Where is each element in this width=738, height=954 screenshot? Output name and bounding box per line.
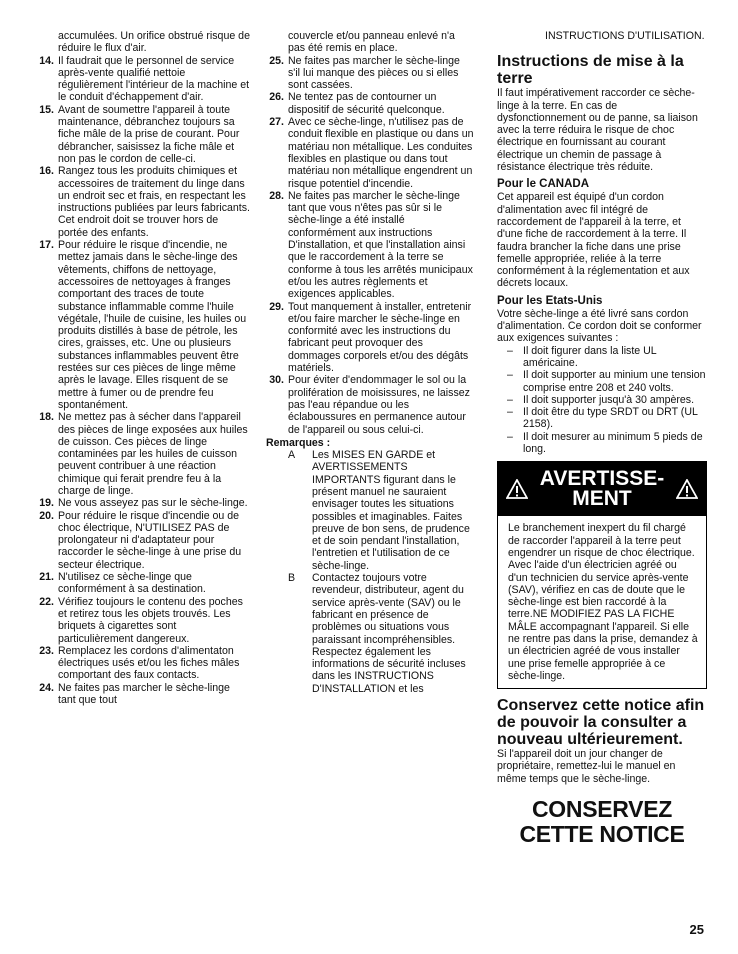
remark-letter: B [288,572,296,585]
item-text: Avant de soumettre l'appareil à toute maintenance, débranchez toujours sa fiche mâle de la prise de courant. Pour débrancher, saisissez la fiche mâle et non pas le cordon de celle-ci. [58,103,240,165]
item-text: Ne mettez pas à sécher dans l'appareil des pièces de linge exposées aux huiles de cuisson. Ces pièces de linge contaminées par les huiles de cuisson peuvent contribuer à une réaction chimique qui ferait prendre feu à la charge de linge. [58,411,248,497]
item-text: Ne vous asseyez pas sur le sèche-linge. [58,497,248,510]
dash-bullet: – [507,344,513,357]
list-item [36,239,250,411]
column-right [497,30,707,847]
remark-item [288,572,474,695]
grounding-heading: Instructions de mise à la terre [497,53,684,88]
list-item [266,190,474,301]
page-number: 25 [689,922,704,937]
list-item [36,104,250,165]
dash-bullet: – [507,393,513,406]
list-item [266,116,474,190]
requirement-item [497,369,707,394]
us-heading: Pour les Etats-Unis [497,294,603,307]
warning-header [498,462,706,516]
list-item [266,91,474,116]
item-text: Ne faites pas marcher le sèche-linge tant que vous n'êtes pas sûr si le sèche-linge a été installé conformément aux instructions D'installation, et que l'installation ainsi que le raccordement à la terre se conforme à tous les arrêtés municipaux et/ou les autres règlements et exigences applicables. [288,189,473,301]
remark-text: Les MISES EN GARDE et AVERTISSEMENTS IMPORTANTS figurant dans le présent manuel ne sauraient envisager toutes les situations possibles et imaginables. Faites preuve de bon sens, de prudence et de soin pendant l'installation, l'entretien et l'utilisation de ce sèche-linge. [312,449,470,572]
item-text: Pour réduire le risque d'incendie ou de choc électrique, N'UTILISEZ PAS de prolongateur ni d'adaptateur pour raccorder le sèche-linge à une prise du secteur électrique. [58,509,242,571]
continued-text: INSTRUCTIONS D'UTILISATION. [545,30,705,42]
item-text: Rangez tous les produits chimiques et accessoires de traitement du linge dans un endroit sec et frais, en respectant les instructions publiées par leurs fabricants. Cet endroit doit se trouver hors de portée des enfants. [58,165,250,239]
warning-triangle-icon [676,479,698,499]
warning-title [528,469,676,509]
warning-box [497,461,707,689]
item-number: 26. [269,91,284,104]
item-number: 29. [269,300,284,313]
item-text: Ne faites pas marcher le sèche-linge s'il lui manque des pièces ou si elles sont cassées. [288,54,460,92]
list-item [36,165,250,239]
dash-bullet: – [507,430,513,443]
list-item [36,645,250,682]
grounding-paragraph: Il faut impérativement raccorder ce sèche-linge à la terre. En cas de dysfonctionnement ou de panne, sa liaison avec la terre réduira le risque de choc électrique en fournissant au courant électrique un chemin de passage à résistance électrique très réduite. [497,87,698,174]
item-number: 19. [39,497,54,510]
keep-banner-line: CONSERVEZ [531,796,673,823]
requirement-item [497,406,707,431]
list-item [266,301,474,375]
remarks-title: Remarques : [266,436,331,449]
list-item [36,55,250,104]
item-text: Remplacez les cordons d'alimentaton électriques usés et/ou les fiches mâles comportant des faux contacts. [58,644,240,682]
item-number: 20. [39,509,54,522]
canada-paragraph: Cet appareil est équipé d'un cordon d'alimentation avec fil intégré de raccordement de l'appareil à la terre, et d'une fiche de raccordement à la terre. Il faudra brancher la fiche dans une prise femelle appropriée, reliée à la terre conformément à la réglementation et aux décrets locaux. [497,191,690,290]
list-item [266,55,474,92]
remark-item [288,449,474,572]
requirement-item [497,394,707,406]
safety-list-middle [266,55,474,436]
item-number: 28. [269,189,284,202]
requirement-item [497,345,707,370]
remark-letter: A [288,449,296,462]
remark-text: Contactez toujours votre revendeur, distributeur, agent du service après-vente (SAV) ou le fabricant en présence de problèmes ou situations vous paraissant incompréhensibles. Respectez également les informations de sécurité incluses dans les INSTRUCTIONS D'INSTALLATION et les [312,572,466,695]
item-number: 30. [269,374,284,387]
item-number: 16. [39,165,54,178]
column-middle [266,30,474,695]
item-number: 21. [39,571,54,584]
item-text: Avec ce sèche-linge, n'utilisez pas de conduit flexible en plastique ou dans un matériau non métallique. Les conduites flexibles en plastique ou dans tout matériau non métallique engendrent un risque potentiel d'incendie. [288,116,474,190]
item-number: 25. [269,54,284,67]
list-item [36,497,250,509]
item-text: Il faudrait que le personnel de service après-vente qualifié nettoie régulièrement l'intérieur de la machine et le conduit d'échappement d'air. [58,54,250,104]
item-text: Tout manquement à installer, entretenir et/ou faire marcher le sèche-linge en conformité avec les instructions du fabricant peut provoquer des dommages corporels et/ou des dégâts matériels. [288,300,472,375]
item-number: 23. [39,644,54,657]
remarks-list [266,449,474,695]
list-item [36,411,250,497]
item-text: Vérifiez toujours le contenu des poches et retirez tous les objets trouvés. Les briquets à cigarettes sont particulièrement dangereux. [58,595,243,645]
item-number: 14. [39,54,54,67]
keep-notice-heading: Conservez cette notice afin de pouvoir la consulter a nouveau ultérieurement. [497,697,705,749]
keep-notice-paragraph: Si l'appareil doit un jour changer de propriétaire, remettez-lui le manuel en même temps que le sèche-linge. [497,748,676,785]
safety-list-left [36,55,250,707]
item-number: 17. [39,239,54,252]
requirement-text: Il doit être du type SRDT ou DRT (UL 2158). [523,406,698,431]
requirement-text: Il doit mesurer au minimum 5 pieds de long. [523,430,703,456]
list-item [36,682,250,707]
requirement-text: Il doit supporter jusqu'à 30 ampères. [523,393,695,406]
dash-bullet: – [507,369,513,382]
us-paragraph: Votre sèche-linge a été livré sans cordon d'alimentation. Ce cordon doit se conformer aux exigences suivantes : [497,307,702,345]
column-left [36,30,250,706]
canada-heading: Pour le CANADA [497,178,590,191]
requirement-text: Il doit supporter au minium une tension comprise entre 208 et 240 volts. [523,369,706,394]
item-number: 18. [39,411,54,424]
item-number: 27. [269,116,284,129]
warning-triangle-icon [506,479,528,499]
warning-title-line: MENT [572,487,632,511]
list-item [36,510,250,571]
list-item [266,374,474,435]
continued-text: couvercle et/ou panneau enlevé n'a pas été remis en place. [288,30,455,55]
warning-text: Le branchement inexpert du fil chargé de raccorder l'appareil à la terre peut engendrer un risque de choc électrique. Avec l'aide d'un électricien agréé ou d'un technicien du service après-vente (SAV), vérifiez en cas de doute que le sèche-linge est bien raccordé à la terre.NE MODIFIEZ PAS LA FICHE MÂLE accompagnant l'appareil. Si elle ne rentre pas dans la prise, demandez à un électricien agréé de vous installer une prise femelle appropriée à ce sèche-linge. [508,522,698,682]
list-item [36,571,250,596]
list-item [36,596,250,645]
requirement-item [497,431,707,456]
keep-notice-banner [497,797,707,847]
item-text: Pour réduire le risque d'incendie, ne mettez jamais dans le sèche-linge des vêtements, chiffons de nettoyage, accessoires de nettoyages à franges comportant des traces de toute substance inflammable comme l'huile végétale, l'huile de cuisine, les huiles ou produits distillés à base de pétrole, les cires, graisses, etc. Une ou plusieurs substances inflammables peuvent être restées sur ces pièces de linge même après le lavage. Elles risquent de se mettre à fumer ou de prendre feu spontanément. [58,239,247,411]
requirement-text: Il doit figurer dans la liste UL américaine. [523,344,657,369]
item-text: N'utilisez ce sèche-linge que conformément à sa destination. [58,571,206,596]
warning-title-line: AVERTISSE- [539,467,665,491]
dash-bullet: – [507,406,513,419]
item-number: 22. [39,595,54,608]
keep-banner-line: CETTE NOTICE [519,821,685,848]
cord-requirements-list [497,345,707,456]
continued-text: accumulées. Un orifice obstrué risque de réduire le flux d'air. [58,30,250,55]
item-text: Ne faites pas marcher le sèche-linge tant que tout [58,681,230,707]
item-text: Ne tentez pas de contourner un dispositif de sécurité quelconque. [288,91,445,116]
item-number: 24. [39,681,54,694]
item-text: Pour éviter d'endommager le sol ou la prolifération de moisissures, ne laissez pas l'eau répandue ou les éclaboussures en permanence autour de l'appareil ou sous celui-ci. [288,374,470,436]
item-number: 15. [39,103,54,116]
